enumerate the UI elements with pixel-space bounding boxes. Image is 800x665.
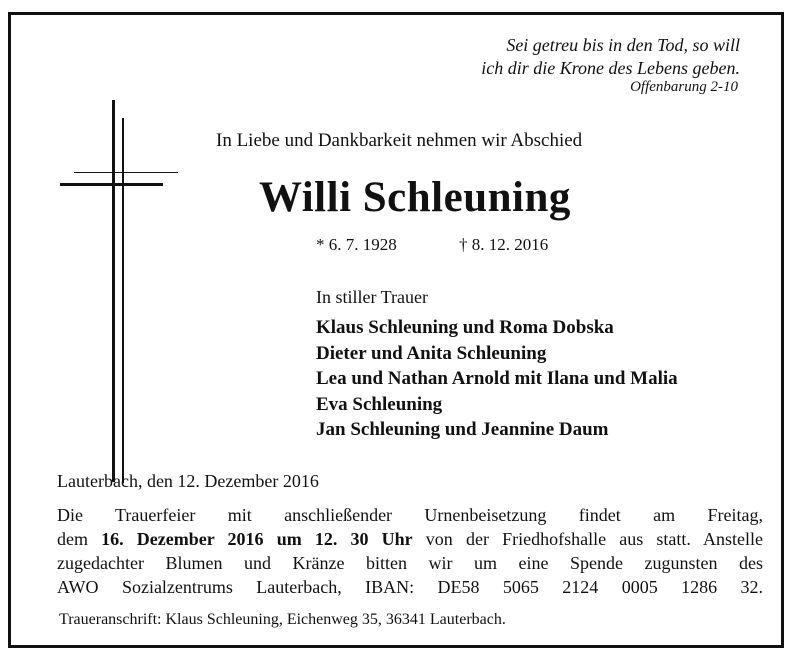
death-date: † 8. 12. 2016 [459, 235, 549, 254]
birth-date: * 6. 7. 1928 [316, 235, 397, 254]
notice-line-3: zugedachter Blumen und Kränze bitten wir um eine Spende zugunsten des [57, 553, 763, 573]
notice-line-1: Die Trauerfeier mit anschließender Urnenbeisetzung findet am Freitag, [57, 505, 763, 525]
place-date: Lauterbach, den 12. Dezember 2016 [57, 471, 319, 491]
notice-line-4: AWO Sozialzentrums Lauterbach, IBAN: DE58 5065 2124 0005 1286 32. [57, 577, 763, 597]
quote-line-1: Sei getreu bis in den Tod, so will [506, 35, 740, 55]
notice-line-2-start: dem [57, 529, 102, 549]
mourner-name: Lea und Nathan Arnold mit Ilana und Malia [316, 368, 678, 389]
mourner-list [316, 315, 678, 443]
quote-reference: Offenbarung 2-10 [630, 79, 738, 95]
quote-line-2: ich dir die Krone des Lebens geben. [481, 58, 740, 78]
mourner-name: Klaus Schleuning und Roma Dobska [316, 317, 614, 338]
mourner-name: Jan Schleuning und Jeannine Daum [316, 419, 609, 440]
notice-body [57, 503, 763, 599]
ceremony-datetime: 16. Dezember 2016 um 12. 30 Uhr [101, 529, 413, 549]
deceased-name: Willi Schleuning [259, 174, 571, 221]
notice-line-2 [57, 527, 763, 551]
mourning-heading: In stiller Trauer [316, 287, 428, 307]
mourner-name: Eva Schleuning [316, 393, 443, 415]
mourning-address: Traueranschrift: Klaus Schleuning, Eichenweg 35, 36341 Lauterbach. [59, 611, 506, 628]
mourner-name: Dieter und Anita Schleuning [316, 342, 547, 364]
intro-text: In Liebe und Dankbarkeit nehmen wir Abschied [216, 130, 583, 151]
notice-line-2-end: von der Friedhofshalle aus statt. Anstelle [412, 529, 763, 549]
